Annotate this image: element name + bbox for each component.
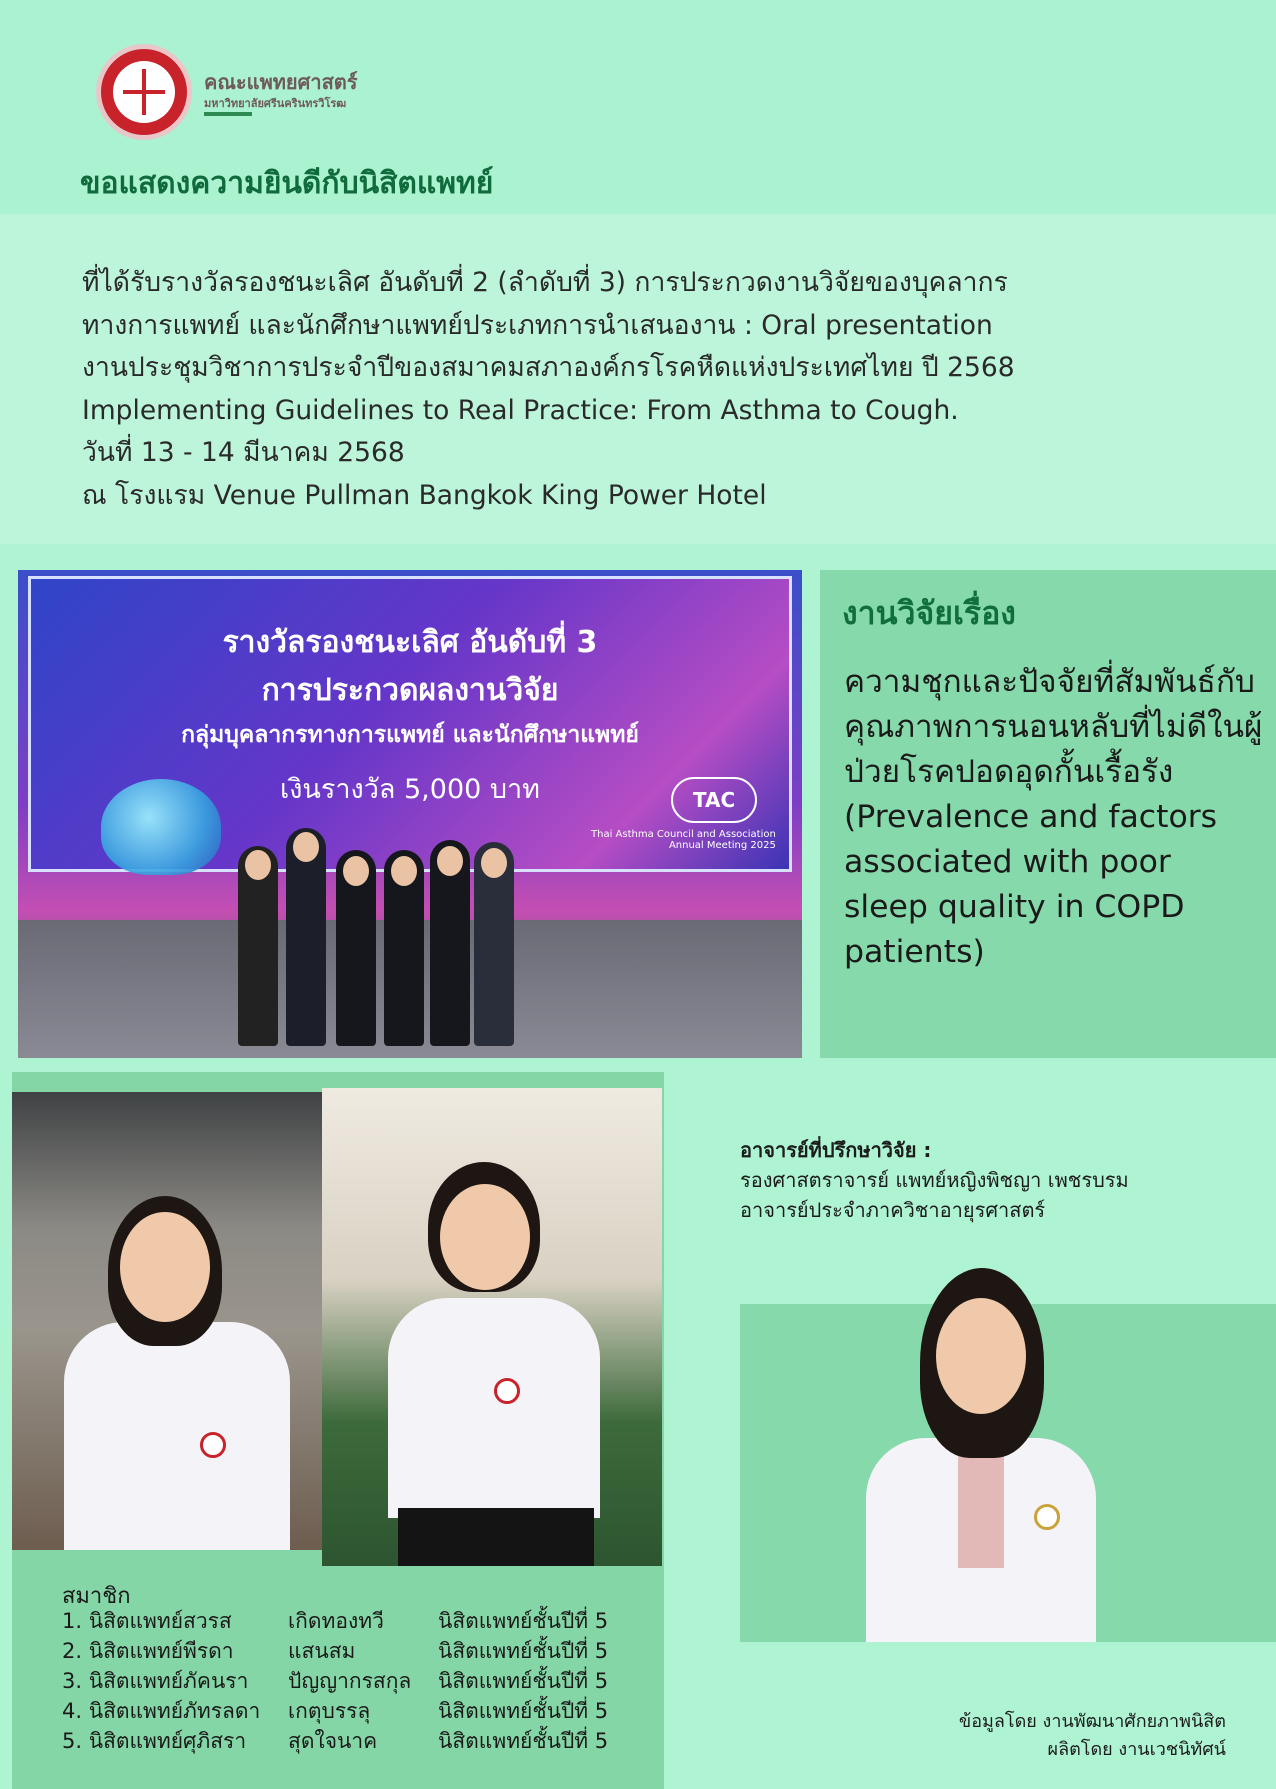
member-surname: เกิดทองทวี [288,1609,384,1633]
member-surname: ปัญญากรสกุล [288,1669,412,1693]
faculty-name: คณะแพทยศาสตร์ [204,70,358,94]
member-surname: สุดใจนาค [288,1729,378,1753]
member-surname: เกตุบรรลุ [288,1699,371,1723]
member-name: 4. นิสิตแพทย์ภัทรลดา [62,1699,261,1723]
screen-group: กลุ่มบุคลากรทางการแพทย์ และนักศึกษาแพทย์ [181,722,639,748]
member-year: นิสิตแพทย์ชั้นปีที่ 5 [438,1609,609,1633]
award-description [82,262,1252,517]
university-name: มหาวิทยาลัยศรีนครินทรวิโรฒ [204,97,347,110]
advisor-photo [858,1268,1104,1642]
award-line: ทางการแพทย์ และนักศึกษาแพทย์ประเภทการนำเสนองาน : Oral presentation [82,309,993,341]
award-line: Implementing Guidelines to Real Practice: From Asthma to Cough. [82,394,959,426]
person-head [245,850,271,880]
member-year: นิสิตแพทย์ชั้นปีที่ 5 [438,1699,609,1723]
meeting-org: Thai Asthma Council and Association [591,829,776,840]
person-head [391,856,417,886]
student-photo [322,1088,662,1566]
advisor-name: รองศาสตราจารย์ แพทย์หญิงพิชญา เพชรบรม [740,1168,1129,1192]
topic-title [844,660,1264,975]
advisor-role: อาจารย์ประจำภาควิชาอายุรศาสตร์ [740,1198,1046,1222]
screen-award-title: รางวัลรองชนะเลิศ อันดับที่ 3 [222,625,598,660]
screen-meeting [591,829,776,851]
person-head [481,848,507,878]
tac-logo: TAC [671,777,757,823]
credit-data-source: ข้อมูลโดย งานพัฒนาศักยภาพนิสิต [958,1711,1226,1732]
congrats-title: ขอแสดงความยินดีกับนิสิตแพทย์ [80,166,494,201]
person-head [293,832,319,862]
faculty-emblem-icon [494,1378,520,1404]
member-year: นิสิตแพทย์ชั้นปีที่ 5 [438,1729,609,1753]
person-head [437,846,463,876]
member-surname: แสนสม [288,1639,356,1663]
award-line: ที่ได้รับรางวัลรองชนะเลิศ อันดับที่ 2 (ลำดับที่ 3) การประกวดงานวิจัยของบุคลากร [82,267,1008,298]
topic-title-thai: ความชุกและปัจจัยที่สัมพันธ์กับคุณภาพการนอนหลับที่ไม่ดีในผู้ป่วยโรคปอดอุดกั้นเรื้อรัง [844,664,1263,790]
white-coat [64,1322,290,1550]
member-name: 1. นิสิตแพทย์สวรส [62,1609,232,1633]
member-name: 2. นิสิตแพทย์พีรดา [62,1639,234,1663]
award-line: ณ โรงแรม Venue Pullman Bangkok King Power Hotel [82,479,767,511]
screen-prize: เงินรางวัล 5,000 บาท [280,774,540,805]
credit-producer: ผลิตโดย งานเวชนิทัศน์ [1047,1739,1226,1760]
blouse [958,1448,1004,1568]
white-coat [388,1298,600,1518]
screen-contest-name: การประกวดผลงานวิจัย [261,673,559,708]
student-photo [12,1092,342,1550]
dark-skirt [398,1508,594,1566]
meeting-year: Annual Meeting 2025 [668,840,776,851]
faculty-emblem-icon [200,1432,226,1458]
award-line: วันที่ 13 - 14 มีนาคม 2568 [82,437,405,468]
faculty-emblem-icon [1034,1504,1060,1530]
face [936,1298,1026,1414]
faculty-seal-icon [96,44,192,140]
advisor-heading: อาจารย์ที่ปรึกษาวิจัย : [740,1138,932,1162]
topic-title-english: (Prevalence and factors associated with poor sleep quality in COPD patients) [844,799,1218,970]
lungs-icon [101,779,221,875]
member-year: นิสิตแพทย์ชั้นปีที่ 5 [438,1669,609,1693]
face [440,1184,530,1290]
logo-underline [204,112,252,116]
face [120,1212,210,1322]
award-line: งานประชุมวิชาการประจำปีของสมาคมสภาองค์กรโรคหืดแห่งประเทศไทย ปี 2568 [82,352,1015,383]
member-name: 5. นิสิตแพทย์ศุภิสรา [62,1729,247,1753]
member-year: นิสิตแพทย์ชั้นปีที่ 5 [438,1639,609,1663]
award-ceremony-photo [18,570,802,1058]
member-name: 3. นิสิตแพทย์ภัคนรา [62,1669,249,1693]
stage-screen [28,576,792,872]
members-title: สมาชิก [62,1584,131,1609]
person-head [343,856,369,886]
topic-label: งานวิจัยเรื่อง [842,594,1016,632]
